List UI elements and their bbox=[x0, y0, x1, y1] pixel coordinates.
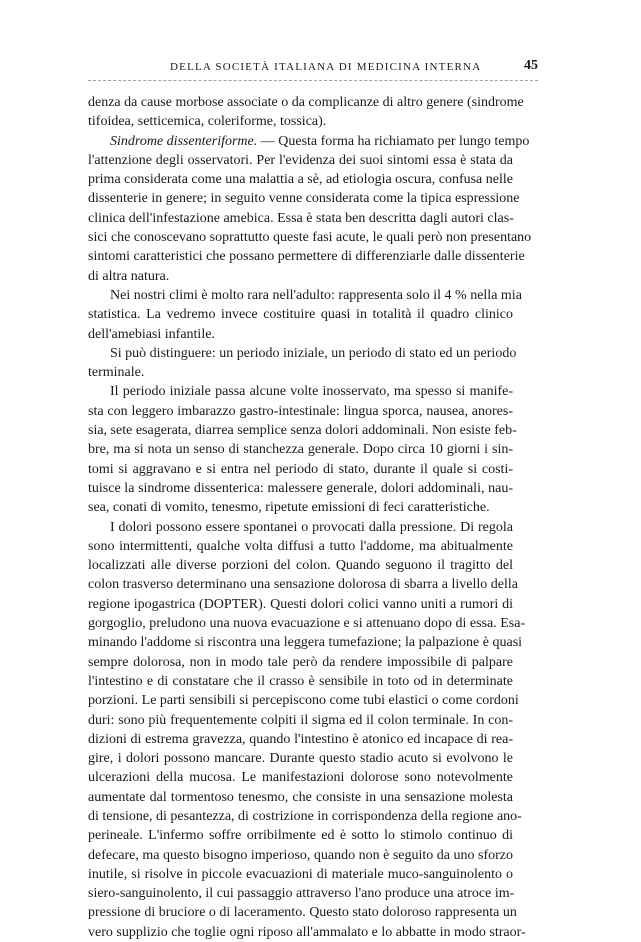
text-line: I dolori possono essere spontanei o provocati dalla pressione. Di regola bbox=[110, 519, 513, 535]
text-line: l'attenzione degli osservatori. Per l'evidenza dei suoi sintomi essa è stata da bbox=[88, 152, 513, 168]
text-line: clinica dell'infestazione amebica. Essa è stata ben descritta dagli autori clas- bbox=[88, 210, 514, 226]
text-line: siero-sanguinolento, il cui passaggio attraverso l'ano produce una atroce im- bbox=[88, 886, 515, 902]
text-run: — Questa forma ha richiamato per lungo tempo bbox=[257, 133, 530, 149]
text-line: minando l'addome si riscontra una leggera tumefazione; la palpazione è quasi bbox=[88, 635, 523, 651]
text-line: tifoidea, setticemica, coleriforme, tossica). bbox=[88, 114, 327, 130]
text-line: defecare, ma questo bisogno imperioso, quando non è seguito da uno sforzo bbox=[88, 847, 513, 863]
text-line: gire, i dolori possono mancare. Durante questo stadio acuto si evolvono le bbox=[88, 751, 513, 767]
text-line bbox=[88, 132, 530, 151]
running-title: DELLA SOCIETÀ ITALIANA DI MEDICINA INTERNA bbox=[170, 61, 482, 73]
page-number: 45 bbox=[524, 58, 538, 73]
text-line: tuisce la sindrome dissenterica: malessere generale, dolori addominali, nau- bbox=[88, 480, 513, 496]
section-heading: Sindrome dissenteriforme. bbox=[110, 133, 258, 149]
text-line: vero supplizio che toglie ogni riposo all'ammalato e lo abbatte in modo straor- bbox=[88, 924, 526, 940]
text-line: sea, conati di vomito, tenesmo, ripetute emissioni di feci caratteristiche. bbox=[88, 500, 490, 516]
text-line: pressione di bruciore o di laceramento. Questo stato doloroso rappresenta un bbox=[88, 905, 517, 921]
text-line: sono intermittenti, qualche volta diffusi a tutto l'addome, ma abitualmente bbox=[88, 538, 513, 554]
text-line: sta con leggero imbarazzo gastro-intestinale: lingua sporca, nausea, anores- bbox=[88, 403, 513, 419]
text-line: dell'amebiasi infantile. bbox=[88, 326, 215, 342]
text-line: di tensione, di pesantezza, di costrizione in corrispondenza della regione ano- bbox=[88, 808, 522, 824]
text-line: sici che conoscevano soprattutto queste fasi acute, le quali però non presentano bbox=[88, 230, 532, 246]
text-line: aumentate dal tormentoso tenesmo, che consiste in una sensazione molesta bbox=[88, 789, 513, 805]
text-line: di altra natura. bbox=[88, 268, 170, 284]
text-line: porzioni. Le parti sensibili si percepiscono come tubi elastici o come cordoni bbox=[88, 693, 519, 709]
text-line: Si può distinguere: un periodo iniziale, un periodo di stato ed un periodo bbox=[110, 345, 517, 361]
text-line: gorgoglio, preludono una nuova evacuazione e si attenuano dopo di essa. Esa- bbox=[88, 616, 526, 632]
text-line: bre, ma si nota un senso di stanchezza generale. Dopo circa 10 giorni i sin- bbox=[88, 442, 513, 458]
text-line: statistica. La vedremo invece costituire quasi in totalità il quadro clinico bbox=[88, 307, 513, 323]
text-line: localizzati alle diverse porzioni del colon. Quando seguono il tragitto del bbox=[88, 558, 513, 574]
text-line: dizioni di estrema gravezza, quando l'intestino è atonico ed incapace di rea- bbox=[88, 731, 513, 747]
text-line: perineale. L'infermo soffre orribilmente ed è sotto lo stimolo continuo di bbox=[88, 828, 513, 844]
text-line: prima considerata come una malattia a sè, ad etiologia oscura, confusa nelle bbox=[88, 172, 513, 188]
body-text bbox=[88, 93, 532, 942]
text-line: colon trasverso determinano una sensazione dolorosa di sbarra a livello della bbox=[88, 577, 518, 593]
text-line: tomi si aggravano e si entra nel periodo di stato, durante il quale si costi- bbox=[88, 461, 513, 477]
text-line: Nei nostri climi è molto rara nell'adulto: rappresenta solo il 4 % nella mia bbox=[110, 287, 522, 303]
text-line: l'intestino e di constatare che il crasso è sensibile in toto od in determinate bbox=[88, 673, 513, 689]
text-line: sempre dolorosa, non in modo tale però da rendere impossibile di palpare bbox=[88, 654, 513, 670]
text-line: ulcerazioni della mucosa. Le manifestazioni dolorose sono notevolmente bbox=[88, 770, 513, 786]
text-line: regione ipogastrica (DOPTER). Questi dolori colici vanno uniti a rumori di bbox=[88, 596, 513, 612]
text-line: dissenterie in genere; in seguito venne considerata come la tipica espressione bbox=[88, 191, 520, 207]
text-line: inutile, si risolve in piccole evacuazioni di materiale muco-sanguinolento o bbox=[88, 866, 513, 882]
running-head bbox=[88, 58, 538, 80]
text-line: denza da cause morbose associate o da complicanze di altro genere (sindrome bbox=[88, 95, 524, 110]
text-line: sintomi caratteristici che possano permettere di differenziarle dalle dissenterie bbox=[88, 249, 525, 265]
text-line: terminale. bbox=[88, 365, 145, 381]
text-line: Il periodo iniziale passa alcune volte inosservato, ma spesso si manife- bbox=[110, 384, 513, 400]
text-line: duri: sono più frequentemente colpiti il sigma ed il colon terminale. In con- bbox=[88, 712, 513, 728]
header-rule bbox=[88, 80, 538, 81]
text-line: sia, sete esagerata, diarrea semplice senza dolori addominali. Non esiste feb- bbox=[88, 423, 517, 439]
